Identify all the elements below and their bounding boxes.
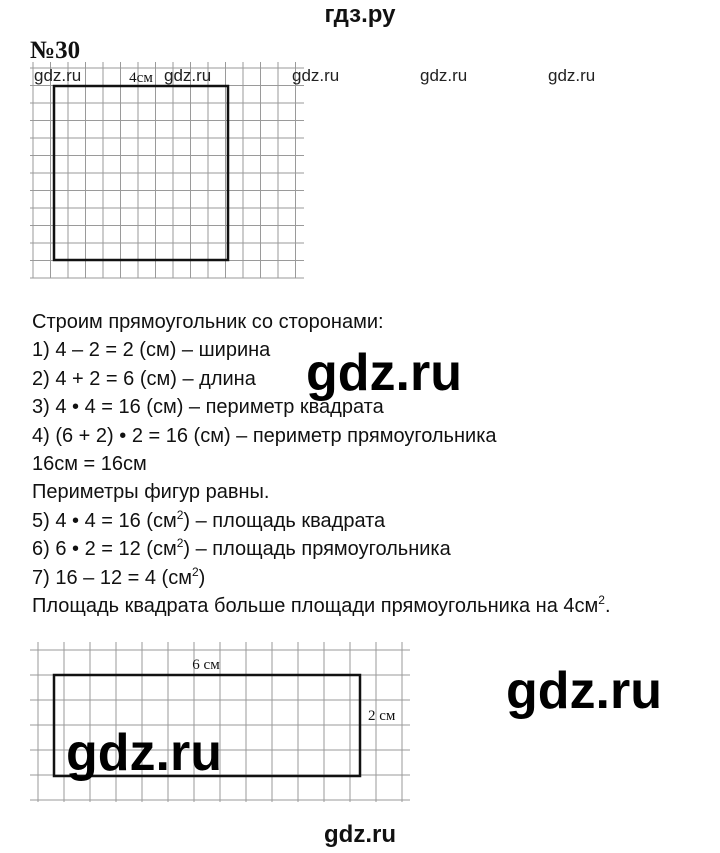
watermark-small: gdz.ru (164, 66, 212, 85)
solution-step-3: 3) 4 • 4 = 16 (см) – периметр квадрата (32, 396, 384, 419)
step-7-text: 7) 16 – 12 = 4 (см (32, 566, 192, 589)
task-number: №30 (30, 37, 81, 64)
rectangle-height-label: 2 см (368, 708, 396, 724)
solution-step-6 (32, 535, 611, 563)
rectangle-width-label: 6 см (192, 657, 220, 673)
solution-step-5 (32, 507, 611, 535)
exponent: 2 (176, 536, 184, 551)
solution-step-4: 4) (6 + 2) • 2 = 16 (см) – периметр прямоугольника (32, 424, 497, 447)
area-conclusion-end: . (604, 595, 611, 618)
watermark-small: gdz.ru (34, 66, 82, 85)
watermark-small: gdz.ru (548, 66, 596, 85)
solution-step-2: 2) 4 + 2 = 6 (см) – длина (32, 367, 256, 390)
watermark-small: gdz.ru (292, 66, 340, 85)
area-conclusion-text: Площадь квадрата больше площади прямоугольника на 4см (32, 595, 599, 618)
exponent: 2 (598, 593, 605, 608)
step-5-text: 5) 4 • 4 = 16 (см (32, 509, 177, 532)
exponent: 2 (176, 507, 184, 522)
solution-step-1: 1) 4 – 2 = 2 (см) – ширина (32, 339, 271, 362)
site-footer: gdz.ru (324, 821, 396, 848)
step-5-text-end: ) – площадь квадрата (183, 509, 386, 532)
watermark-large: gdz.ru (66, 724, 222, 782)
solution-intro: Строим прямоугольник со сторонами: (32, 311, 384, 333)
grid-lines (30, 62, 304, 278)
solution-step-7 (32, 564, 611, 592)
watermark-large: gdz.ru (306, 344, 462, 402)
square-figure (30, 62, 310, 284)
exponent: 2 (191, 564, 199, 579)
step-6-text-end: ) – площадь прямоугольника (183, 538, 451, 561)
square-side-label: 4см (129, 70, 153, 86)
solution-equality: 16см = 16см (32, 453, 147, 476)
watermark-large: gdz.ru (506, 662, 662, 720)
watermark-small: gdz.ru (420, 66, 468, 85)
site-header: гдз.ру (324, 1, 396, 28)
step-7-text-end: ) (198, 566, 206, 589)
step-6-text: 6) 6 • 2 = 12 (см (32, 538, 177, 561)
solution-perimeter-conclusion: Периметры фигур равны. (32, 481, 270, 504)
solution-area-conclusion (32, 592, 611, 620)
